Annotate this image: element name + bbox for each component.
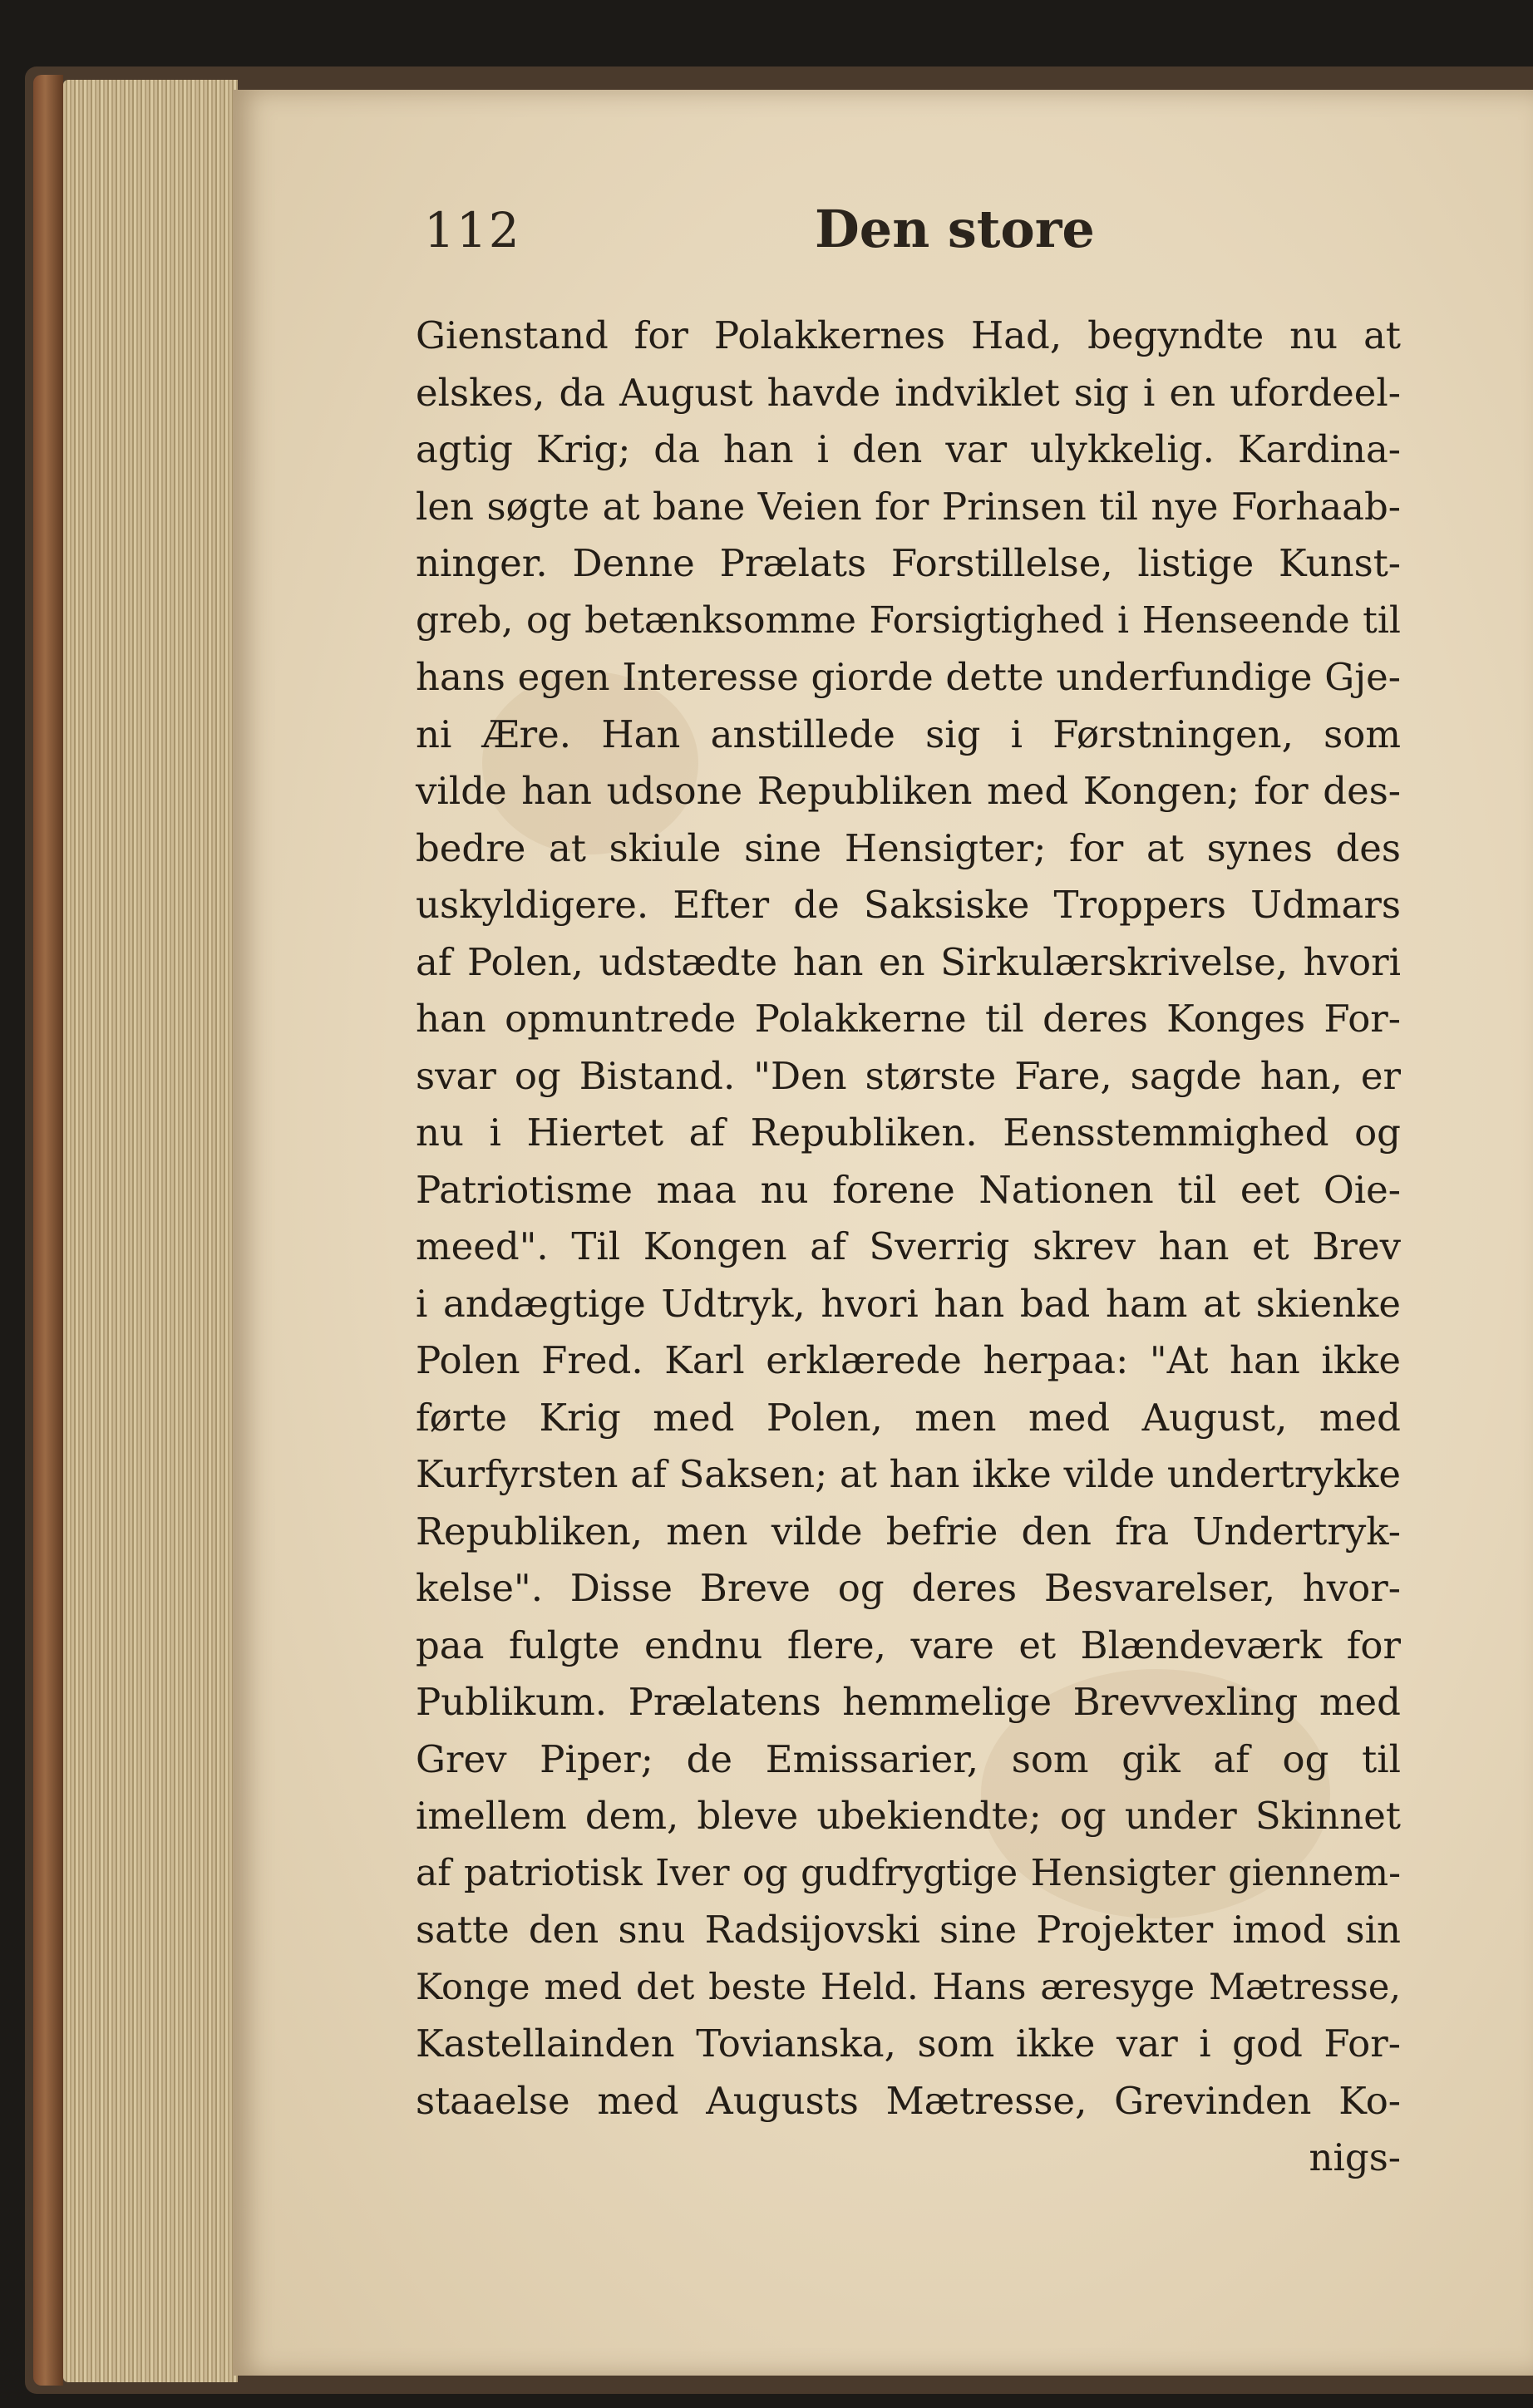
text-line: af Polen, udstædte han en Sirkulærskrivelse, hvori — [416, 939, 1401, 984]
text-line: svar og Bistand. "Den største Fare, sagde han, er — [416, 1053, 1401, 1098]
text-line: satte den snu Radsijovski sine Projekter imod sin — [416, 1908, 1401, 1952]
body-text — [416, 308, 1401, 2187]
page-edges — [63, 80, 238, 2382]
text-line: paa fulgte endnu flere, vare et Blændeværk for — [416, 1623, 1401, 1667]
text-line: greb, og betænksomme Forsigtighed i Henseende til — [416, 598, 1401, 642]
text-line: i andægtige Udtryk, hvori han bad ham at skienke — [416, 1281, 1401, 1326]
page-header — [233, 194, 1533, 268]
text-line: bedre at skiule sine Hensigter; for at synes des — [416, 825, 1401, 870]
text-line: Kastellainden Tovianska, som ikke var i god For- — [416, 2021, 1401, 2066]
text-line: Republiken, men vilde befrie den fra Undertryk- — [416, 1509, 1401, 1554]
text-line: Polen Fred. Karl erklærede herpaa: "At han ikke — [416, 1338, 1401, 1382]
text-line: han opmuntrede Polakkerne til deres Konges For- — [416, 997, 1401, 1041]
text-line: elskes, da August havde indviklet sig i en ufordeel- — [416, 370, 1401, 415]
text-line: vilde han udsone Republiken med Kongen; for des- — [416, 769, 1401, 813]
text-line: imellem dem, bleve ubekiendte; og under Skinnet — [416, 1794, 1401, 1838]
text-line: hans egen Interesse giorde dette underfundige Gje- — [416, 655, 1401, 699]
text-line: len søgte at bane Veien for Prinsen til nye Forhaab- — [416, 484, 1401, 529]
text-line: agtig Krig; da han i den var ulykkelig. Kardina- — [416, 427, 1401, 471]
text-line: førte Krig med Polen, men med August, med — [416, 1395, 1401, 1440]
text-line: meed". Til Kongen af Sverrig skrev han et Brev — [416, 1224, 1401, 1268]
text-line: Publikum. Prælatens hemmelige Brevvexling med — [416, 1680, 1401, 1724]
book-page — [233, 90, 1533, 2376]
text-line: kelse". Disse Breve og deres Besvarelser, hvor- — [416, 1566, 1401, 1610]
text-line: Gienstand for Polakkernes Had, begyndte nu at — [416, 313, 1401, 357]
text-line: staaelse med Augusts Mætresse, Grevinden Ko- — [416, 2078, 1401, 2123]
text-line: ninger. Denne Prælats Forstillelse, listige Kunst- — [416, 541, 1401, 585]
text-line: ni Ære. Han anstillede sig i Førstningen, som — [416, 712, 1401, 756]
text-line: nu i Hiertet af Republiken. Eensstemmighed og — [416, 1110, 1401, 1155]
text-line: uskyldigere. Efter de Saksiske Troppers Udmars — [416, 883, 1401, 927]
text-line: Grev Piper; de Emissarier, som gik af og til — [416, 1736, 1401, 1781]
book-spine-edge — [33, 75, 63, 2386]
text-line: Konge med det beste Held. Hans æresyge Mætresse, — [416, 1966, 1401, 2008]
running-head: Den store — [815, 199, 1095, 259]
catchword: nigs- — [1309, 2135, 1401, 2179]
text-line: Patriotisme maa nu forene Nationen til eet Oie- — [416, 1167, 1401, 1212]
page-number: 112 — [424, 202, 521, 259]
text-line: Kurfyrsten af Saksen; at han ikke vilde undertrykke — [416, 1452, 1401, 1496]
text-line: af patriotisk Iver og gudfrygtige Hensigter giennem- — [416, 1851, 1401, 1894]
